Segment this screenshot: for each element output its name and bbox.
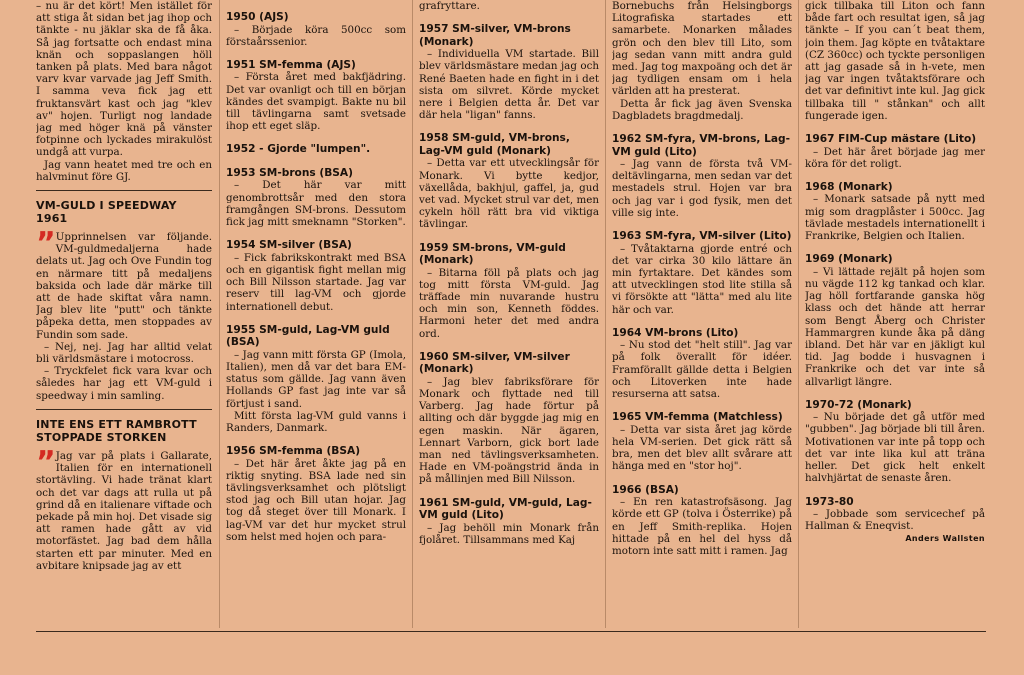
- year-heading: 1958 SM-guld, VM-brons, Lag-VM guld (Monark): [419, 132, 570, 157]
- year-heading: 1967 FIM-Cup mästare (Lito): [805, 133, 977, 146]
- bottom-rule: [36, 631, 986, 632]
- quote-mark-icon: ”: [36, 226, 53, 262]
- year-heading: 1969 (Monark): [805, 253, 893, 266]
- column-4: [612, 0, 792, 628]
- quote-paragraph-text: Jag var på plats i Gallarate, Italien för en internationell stortävling. Vi hade tränat klart och det var dags att rulla ut på grind då en italienare viftade och pekade på min hoj. Det visade sig att ramen hade gått av vid motorfästet. Jag bad dem hålla starten ett par minuter. Med en avbitare knipsade jag av ett: [36, 449, 212, 572]
- body-paragraph: – Tryckfelet fick vara kvar och således har jag ett VM-guld i speedway i min samling.: [36, 365, 212, 402]
- body-paragraph: – Tvåtaktarna gjorde entré och det var cirka 30 kilo lättare än min fyrtaktare. Det kändes som att utvecklingen stod lite stilla så vi försökte att "lätta" med alu lite här och var.: [612, 242, 792, 316]
- body-paragraph: – Det här var mitt genombrottsår med den stora framgången SM-brons. Dessutom fick jag mitt smeknamn "Storken".: [226, 179, 406, 229]
- body-paragraph: Bornebuchs från Helsingborgs Litografiska startades ett samarbete. Monarken målades grön och den blev till Lito, som jag sedan vann mitt andra guld med. Jag tog maxpoäng och det är jag tydligen ensam om i hela världen att ha presterat.: [612, 0, 792, 98]
- year-heading: 1962 SM-fyra, VM-brons, Lag-VM guld (Lito): [612, 133, 791, 158]
- year-heading: 1968 (Monark): [805, 180, 893, 193]
- year-heading: 1951 SM-femma (AJS): [226, 58, 356, 71]
- body-paragraph: – Första året med bakfjädring. Det var ovanligt och till en början kändes det svampigt. Bakte nu bil till tävlingarna samt svetsade ihop ett eget släp.: [226, 71, 406, 133]
- year-heading: 1950 (AJS): [226, 11, 289, 23]
- body-paragraph: – Nej, nej. Jag har alltid velat bli världsmästare i motocross.: [36, 340, 212, 366]
- year-heading: 1960 SM-silver, VM-silver (Monark): [419, 350, 570, 376]
- body-paragraph: Mitt första lag-VM guld vanns i Randers, Danmark.: [226, 409, 406, 434]
- section-heading: INTE ENS ETT RAMBROTT STOPPADE STORKEN: [36, 417, 197, 444]
- section-heading: VM-GULD I SPEEDWAY 1961: [36, 199, 177, 226]
- body-paragraph: – Det här året började jag mer köra för det roligt.: [805, 145, 985, 170]
- body-paragraph: – nu är det kört! Men istället för att stiga åt sidan bet jag ihop och tänkte - nu jäklar ska de få åka. Så jag fortsatte och endast mina knän och soppaslangen höll tanken på plats. Med bara något varv kvar varvade jag Jeff Smith. I samma veva fick jag ett fruktansvärt kast och jag "klev av" hojen. Turligt nog landade jag med höger knä på vänster fotpinne och lyckades mirakulöst undgå att vurpa.: [36, 0, 212, 159]
- year-heading: 1970-72 (Monark): [805, 398, 912, 411]
- column-divider: [798, 0, 799, 628]
- column-5: [805, 0, 985, 628]
- body-paragraph: – Monark satsade på nytt med mig som dragplåster i 500cc. Jag tävlade mestadels internationellt i Frankrike, Belgien och Italien.: [805, 193, 985, 243]
- quote-paragraph-text: Upprinnelsen var följande. VM-guldmedaljerna hade delats ut. Jag och Ove Fundin tog en närmare titt på medaljens baksida och lade där märke till att de hade skiftat våra namn. Jag blev lite "putt" och tänkte påpeka detta, men stoppades av Fundin som sade.: [36, 231, 212, 341]
- body-paragraph: – Nu stod det "helt still". Jag var på folk överallt för idéer. Framförallt gällde detta i Belgien och Litoverken inte hade resurserna att satsa.: [612, 339, 792, 401]
- body-paragraph: – Jag vann mitt första GP (Imola, Italien), men då var det bara EM-status som gällde. Jag vann även Hollands GP fast jag inte var så förtjust i sand.: [226, 348, 406, 410]
- column-divider: [412, 0, 413, 628]
- year-heading: 1952 - Gjorde "lumpen".: [226, 143, 371, 156]
- year-heading: 1965 VM-femma (Matchless): [612, 411, 783, 424]
- body-paragraph: Detta år fick jag även Svenska Dagbladets bragdmedalj.: [612, 97, 792, 122]
- body-paragraph: – Vi lättade rejält på hojen som nu vägde 112 kg tankad och klar. Jag höll fortfarande ganska hög klass och det hände att herrar som Bengt Åberg och Christer Hammargren kunde åka på däng ibland. Det här var en jäkligt kul tid. Jag bodde i husvagnen i Frankrike och det var inte så allvarligt längre.: [805, 265, 985, 388]
- body-paragraph: gick tillbaka till Liton och fann både fart och resultat igen, så jag tänkte – If you can´t beat them, join them. Jag köpte en tvåtaktare (CZ 360cc) och tyckte personligen att jag gasade så in h-vete, men jag var ingen tvåtaktsförare och det var definitivt inte kul. Jag gick tillbaka till " stånkan" och allt fungerade igen.: [805, 0, 985, 122]
- year-heading: 1966 (BSA): [612, 483, 679, 496]
- body-paragraph: – Nu började det gå utför med "gubben". Jag började bli till åren. Motivationen var inte på topp och det var inte lika kul att träna heller. Det gick helt enkelt halvhjärtat de senaste åren.: [805, 411, 985, 485]
- year-heading: 1953 SM-brons (BSA): [226, 166, 353, 179]
- body-paragraph: – Jobbade som servicechef på Hallman & Eneqvist.: [805, 508, 985, 533]
- year-heading: 1954 SM-silver (BSA): [226, 239, 352, 252]
- year-heading: 1955 SM-guld, Lag-VM guld (BSA): [226, 323, 390, 349]
- column-3: [419, 0, 599, 628]
- column-1: [36, 0, 212, 628]
- body-paragraph: – Jag blev fabriksförare för Monark och flyttade ned till Varberg. Jag hade förtur på allting och där byggde jag mig en egen maskin. När ägaren, Lennart Varborn, gick bort lade man ned tävlingsverksamheten. Hade en VM-poängstrid ända in på mållinjen med Bill Nilsson.: [419, 375, 599, 486]
- body-paragraph: – Fick fabrikskontrakt med BSA och en gigantisk fight mellan mig och Bill Nilsson startade. Jag var reserv till lag-VM och gjorde internationell debut.: [226, 251, 406, 313]
- column-2: [226, 0, 406, 628]
- body-paragraph: – Jag vann de första två VM-deltävlingarna, men sedan var det mestadels strul. Hojen var bra och jag var i god fysik, men det ville sig inte.: [612, 158, 792, 219]
- year-heading: 1956 SM-femma (BSA): [226, 445, 361, 458]
- year-heading: 1963 SM-fyra, VM-silver (Lito): [612, 230, 792, 243]
- body-paragraph: – Bitarna föll på plats och jag tog mitt första VM-guld. Jag träffade min nuvarande hustru och min son, Kenneth föddes. Harmoni heter det med andra ord.: [419, 266, 599, 340]
- column-divider: [605, 0, 606, 628]
- body-paragraph: – Började köra 500cc som förstaårssenior.: [226, 23, 406, 48]
- year-heading: 1957 SM-silver, VM-brons (Monark): [419, 23, 571, 48]
- body-paragraph: Jag vann heatet med tre och en halvminut före GJ.: [36, 158, 212, 183]
- year-heading: 1973-80: [805, 495, 854, 508]
- quote-paragraph: [36, 444, 212, 572]
- quote-mark-icon: ”: [36, 444, 53, 480]
- body-paragraph: – Det här året åkte jag på en riktig snyting. BSA lade ned sin tävlingsverksamhet och plötsligt stod jag och Bill utan hojar. Jag tog då steget över till Monark. I lag-VM var det hur mycket strul som helst med hojen och para-: [226, 457, 406, 543]
- quote-paragraph: [36, 226, 212, 341]
- body-paragraph: – Detta var sista året jag körde hela VM-serien. Det gick rätt så bra, men det blev allt svårare att hänga med en "stor hoj".: [612, 423, 792, 473]
- section-rule: [36, 409, 212, 410]
- column-divider: [219, 0, 220, 628]
- section-rule: [36, 190, 212, 191]
- year-heading: 1959 SM-brons, VM-guld (Monark): [419, 241, 566, 267]
- body-paragraph: – Jag behöll min Monark från fjolåret. Tillsammans med Kaj: [419, 521, 599, 546]
- year-heading: 1964 VM-brons (Lito): [612, 326, 739, 339]
- body-paragraph: – Detta var ett utvecklingsår för Monark. Vi bytte kedjor, växellåda, bakhjul, gaffel, ja, gud vet vad. Mycket strul var det, men cykeln höll rätt bra vid viktiga tävlingar.: [419, 157, 599, 231]
- year-heading: 1961 SM-guld, VM-guld, Lag-VM guld (Lito): [419, 496, 592, 522]
- body-paragraph: – Individuella VM startade. Bill blev världsmästare medan jag och René Baeten hade en fight in i det sista om silvret. Körde mycket nere i Belgien detta år. Det var där hela "ligan" fanns.: [419, 48, 599, 122]
- body-paragraph: grafryttare.: [419, 0, 480, 12]
- body-paragraph: – En ren katastrofsäsong. Jag körde ett GP (tolva i Österrike) på en Jeff Smith-replika. Hojen hittade på en hel del hyss då motorn inte satt mitt i ramen. Jag: [612, 496, 792, 557]
- author-byline: Anders Wallsten: [905, 534, 985, 544]
